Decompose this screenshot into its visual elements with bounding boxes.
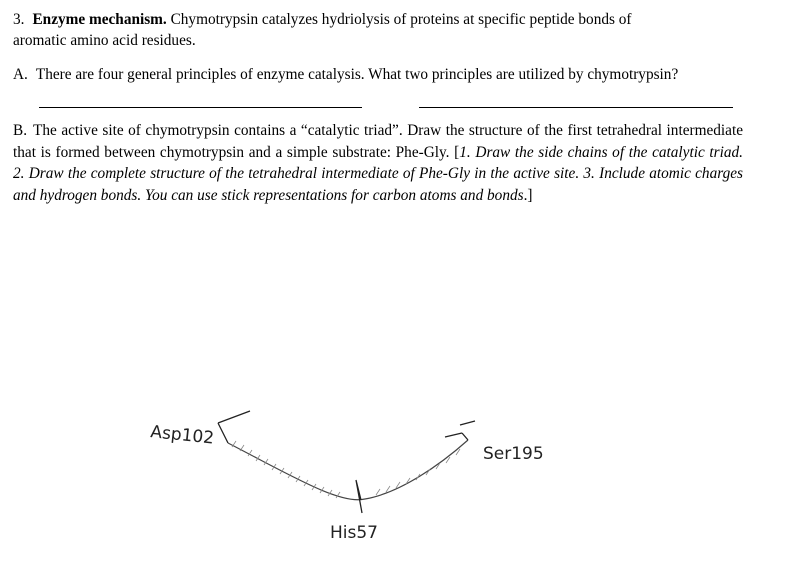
question-text-line2: aromatic amino acid residues. xyxy=(13,32,196,49)
question-text-line1: Chymotrypsin catalyzes hydriolysis of proteins at specific peptide bonds of xyxy=(166,11,632,28)
asp102-label: Asp102 xyxy=(149,422,215,449)
question-number: 3. xyxy=(13,11,25,28)
backbone-hatching xyxy=(232,441,460,498)
his-stub xyxy=(356,480,362,513)
part-b-text: The active site of chymotrypsin contains a “catalytic triad”. Draw the structure of the first tetrahedral intermediate that is formed between chymotrypsin and a simple substrate: Phe-Gly. [ xyxy=(13,122,743,161)
ser-stub xyxy=(445,421,475,440)
part-a-text: There are four general principles of enzyme catalysis. What two principles are utilized by chymotrypsin? xyxy=(35,66,679,83)
part-b xyxy=(13,120,743,206)
part-a-label: A. xyxy=(13,66,28,83)
active-site-sketch xyxy=(140,395,580,555)
part-b-instructions: 1. Draw the side chains of the catalytic triad. 2. Draw the complete structure of the tetrahedral intermediate of Phe-Gly in the active site. 3. Include atomic charges and hydrogen bonds. You can use stick representations for carbon atoms and bonds xyxy=(13,143,744,204)
backbone-curve xyxy=(228,440,468,500)
question-title: Enzyme mechanism. xyxy=(32,11,167,28)
question-header xyxy=(13,9,753,51)
asp-stub xyxy=(218,411,250,443)
his57-label: His57 xyxy=(330,523,378,543)
answer-blank-1[interactable] xyxy=(39,107,362,108)
ser195-label: Ser195 xyxy=(483,444,544,464)
answer-blank-2[interactable] xyxy=(419,107,733,108)
part-a xyxy=(13,64,773,85)
part-b-end: .] xyxy=(523,186,533,204)
part-b-label: B. xyxy=(13,122,28,139)
